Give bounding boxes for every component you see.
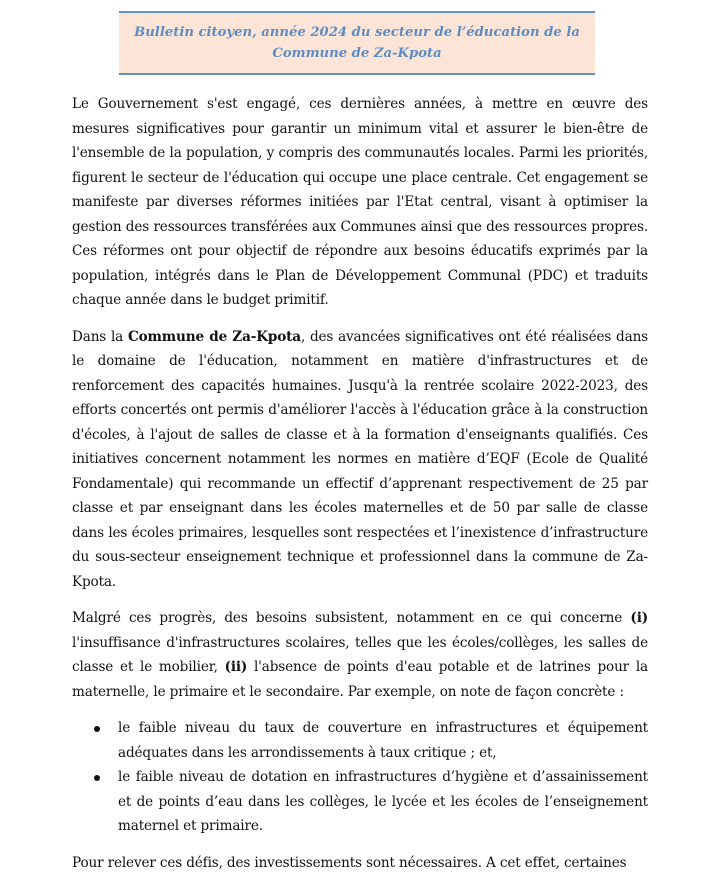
list-item-text: le faible niveau du taux de couverture en infrastructures et équipement adéquates dans les arrondissements à taux critique ; et, bbox=[118, 720, 648, 761]
document-title-line-1: Bulletin citoyen, année 2024 du secteur de l’éducation de la bbox=[134, 25, 580, 40]
document-title-box bbox=[119, 11, 595, 75]
document-title-line-2: Commune de Za-Kpota bbox=[272, 46, 442, 61]
paragraph-investments: Pour relever ces défis, des investissements sont nécessaires. A cet effet, certaines bbox=[72, 854, 627, 871]
paragraph-text: l'absence de points d'eau potable et de latrines pour la maternelle, le primaire et le secondaire. Par exemple, on note de façon concrète : bbox=[72, 659, 648, 700]
list-marker-i: (i) bbox=[630, 610, 648, 626]
paragraph-text: l'insuffisance d'infrastructures scolaires, telles que les écoles/collèges, les salles de classe et le mobilier, bbox=[72, 634, 648, 675]
bullet-icon bbox=[94, 775, 100, 781]
list-item bbox=[72, 716, 648, 765]
paragraph-text: Dans la bbox=[72, 328, 128, 345]
paragraph-intro: Le Gouvernement s'est engagé, ces dernières années, à mettre en œuvre des mesures significatives pour garantir un minimum vital et assurer le bien-être de l'ensemble de la population, y compris des communautés locales. Parmi les priorités, figurent le secteur de l'éducation qui occupe une place centrale. Cet engagement se manifeste par diverses réformes initiées par l'Etat central, visant à optimiser la gestion des ressources transférées aux Communes ainsi que des ressources propres. Ces réformes ont pour objectif de répondre aux besoins éducatifs exprimés par la population, intégrés dans le Plan de Développement Communal (PDC) et traduits chaque année dans le budget primitif. bbox=[72, 96, 648, 308]
document-body bbox=[72, 92, 648, 887]
commune-name-bold: Commune de Za-Kpota bbox=[127, 328, 301, 345]
paragraph-text: , des avancées significatives ont été réalisées dans le domaine de l'éducation, notamment en matière d'infrastructures et de renforcement des capacités humaines. Jusqu'à la rentrée scolaire 2022-2023, des efforts concertés ont permis d'améliorer l'accès à l'éducation grâce à la construction d'écoles, à l'ajout de salles de classe et à la formation d'enseignants qualifiés. Ces initiatives concernent notamment les normes en matière d’EQF (Ecole de Qualité Fondamentale) qui recommande un effectif d’apprenant respectivement de 25 par classe et par enseignant dans les écoles maternelles et de 50 par salle de classe dans les écoles primaires, lesquelles sont respectées et l’inexistence d’infrastructure du sous-secteur enseignement technique et professionnel dans la commune de Za-Kpota. bbox=[72, 328, 648, 590]
list-marker-ii: (ii) bbox=[224, 659, 248, 675]
bullet-list bbox=[72, 716, 648, 839]
paragraph-needs bbox=[72, 606, 648, 704]
bullet-icon bbox=[94, 726, 100, 732]
paragraph-text: Malgré ces progrès, des besoins subsistent, notamment en ce qui concerne bbox=[72, 610, 631, 626]
list-item-text: le faible niveau de dotation en infrastructures d’hygiène et d’assainissement et de points d’eau dans les collèges, le lycée et les écoles de l’enseignement maternel et primaire. bbox=[118, 769, 648, 834]
paragraph-za-kpota-progress bbox=[72, 325, 648, 595]
list-item bbox=[72, 765, 648, 839]
